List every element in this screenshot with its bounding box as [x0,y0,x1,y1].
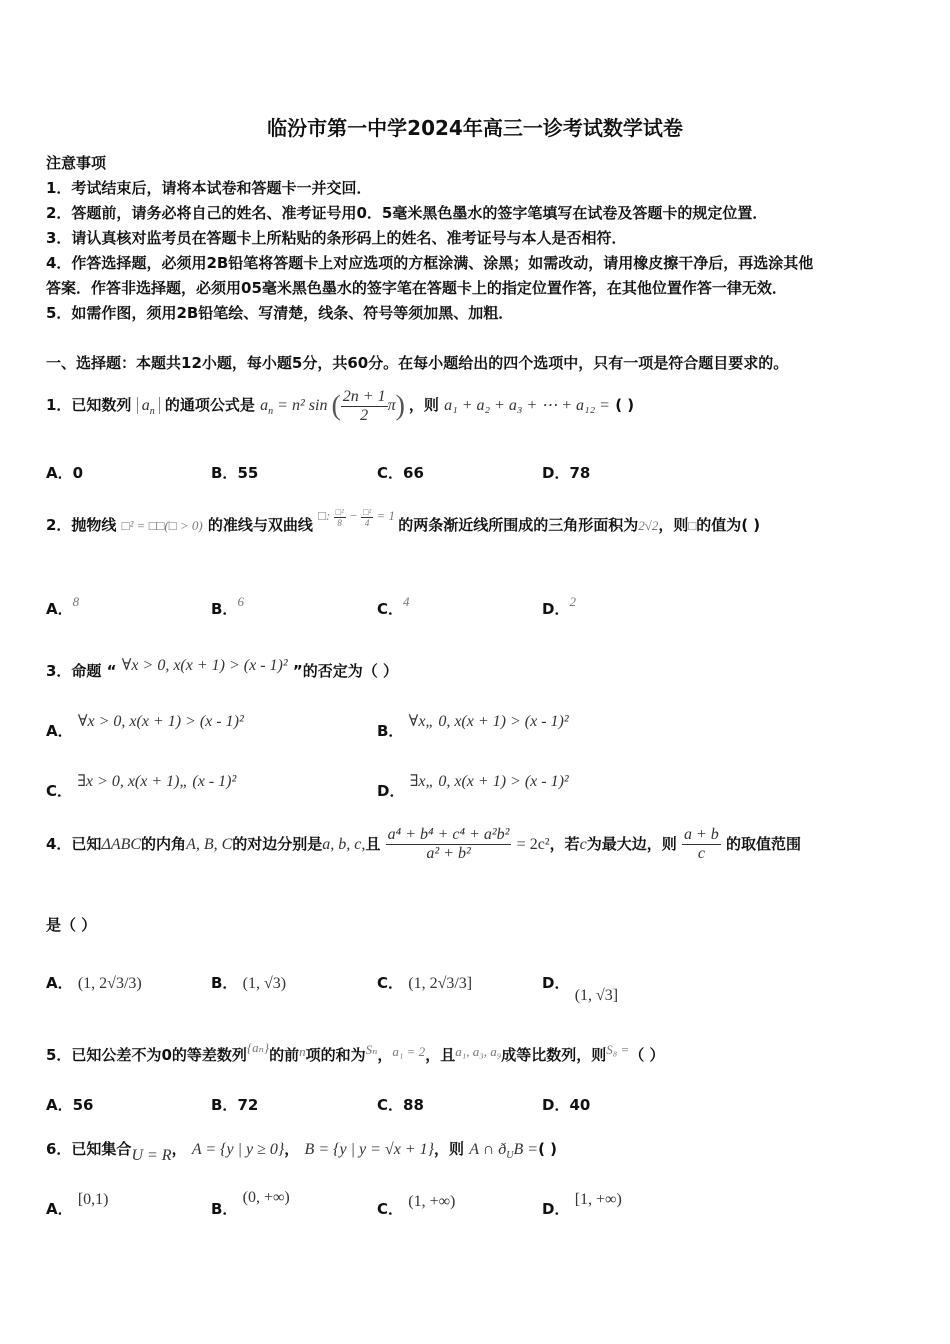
q5-terms: a₁, a₃, a₉ [455,1044,502,1059]
q1-option-a[interactable]: A．0 [46,464,84,482]
q2-option-d[interactable]: D．2 [542,594,576,618]
notice-item: 2．答题前，请务必将自己的姓名、准考证号用0．5毫米黑色墨水的签字笔填写在试卷及答题卡的规定位置． [46,204,768,222]
notice-item: 4．作答选择题，必须用2B铅笔将答题卡上对应选项的方框涂满、涂黑；如需改动，请用橡皮擦干净后，再选涂其他 [46,254,814,272]
question-5: 5．已知公差不为0的等差数列{aₙ}的前n项的和为Sₙ，a₁ = 2，且a₁, a₃, a₉成等比数列，则S₈ =（ ） [46,1040,665,1064]
q6-option-d[interactable]: D． [1, +∞) [542,1191,622,1218]
q2-tail2: ，则 [658,516,689,534]
q5-option-d[interactable]: D．40 [542,1096,591,1114]
q1-formula: $a_n = n^2$ sin ( $\frac{2n + 1}{2}$ π) [260,388,405,424]
q1-then: ，则 [408,396,439,415]
q4-number: 4．已知 [46,835,102,853]
notice-item: 答案．作答非选择题，必须用05毫米黑色墨水的签字笔在答题卡上的指定位置作答，在其他位置作答一律无效． [46,279,787,297]
q5-sequence: {aₙ} [246,1040,270,1055]
notice-item: 5．如需作图，须用2B铅笔绘、写清楚，线条、符号等须加黑、加粗． [46,304,514,322]
q5-s8: S₈ = [606,1042,630,1057]
q3-option-c[interactable]: C． ∃x > 0, x(x + 1)„ (x - 1)² [46,773,237,800]
q5-option-b[interactable]: B．72 [211,1096,259,1114]
q2-tail3: 的值为( ) [696,516,761,534]
q5-a1: a₁ = 2 [392,1044,426,1059]
q2-option-c[interactable]: C．4 [377,594,410,618]
q3-tail: 的否定为（ ） [302,662,398,680]
q4-option-a[interactable]: A． (1, 2√3/3) [46,974,142,992]
q6-option-a[interactable]: A． [0,1) [46,1191,109,1218]
q1-option-c[interactable]: C．66 [377,464,424,482]
q4-angles: A, B, C [186,836,233,853]
question-1 [46,388,634,425]
q5-number: 5．已知公差不为0的等差数列 [46,1046,247,1064]
q2-option-b[interactable]: B．6 [211,594,244,618]
q1-option-d[interactable]: D．78 [542,464,591,482]
question-2 [46,506,761,538]
q2-area: 2√2 [638,518,659,533]
q4-ratio: $\frac{a + b}{c}$ [683,826,719,862]
q6-option-c[interactable]: C． (1, +∞) [377,1193,456,1218]
q4-sides: a, b, c, [322,836,366,853]
q6-set-b: B = {y | y = √x + 1} [304,1141,434,1158]
q6-expression: A ∩ $ð_UB$ = [469,1141,539,1162]
q1-sequence: $a_n$ [137,397,160,414]
q2-option-a[interactable]: A．8 [46,594,80,618]
q3-option-b[interactable]: B． ∀x„ 0, x(x + 1) > (x - 1)² [377,713,569,740]
q2-text: 的准线与双曲线 [207,516,313,534]
q5-option-a[interactable]: A．56 [46,1096,94,1114]
q4-option-c[interactable]: C． (1, 2√3/3] [377,974,473,992]
q5-option-c[interactable]: C．88 [377,1096,424,1114]
page-title: 临汾市第一中学2024年高三一诊考试数学试卷 [267,116,683,140]
q6-set-a: A = {y | y ≥ 0} [191,1141,285,1158]
q1-option-b[interactable]: B．55 [211,464,259,482]
notice-item: 3．请认真核对监考员在答题卡上所粘贴的条形码上的姓名、准考证号与本人是否相符． [46,229,627,247]
q4-option-d[interactable]: D． (1, √3] [542,974,619,1004]
q2-number: 2．抛物线 [46,516,117,534]
q4-triangle: ΔABC [101,836,142,853]
q1-paren: ( ) [615,396,635,415]
notice-heading: 注意事项 [46,154,107,172]
q2-var: □ [688,518,697,533]
q1-text: 的通项公式是 [164,396,255,415]
q4-option-b[interactable]: B． (1, √3) [211,974,287,992]
question-6: 6．已知集合U = R， A = {y | y ≥ 0}， B = {y | y = √x + 1}，则 A ∩ $ð_UB$ =( ) [46,1140,558,1164]
q4-rhs: = 2c² [516,836,550,853]
q3-option-a[interactable]: A． ∀x > 0, x(x + 1) > (x - 1)² [46,713,244,740]
q2-parabola: □² = □□(□ > 0) [121,518,203,533]
q3-number: 3．命题 [46,662,102,680]
q3-proposition: ∀x > 0, x(x + 1) > (x - 1)² [121,657,288,674]
q4-tail: 的取值范围 [726,835,802,853]
q1-number: 1．已知数列 [46,396,132,415]
question-4: 4．已知ΔABC的内角A, B, C的对边分别是a, b, c,且 $\frac{\text{a⁴ + b⁴ + c⁴ + a²b²}}{\text{a² + b²}}$ = 2c²，若c为最大边，则 $\frac{a + b}{c}$ 的取值范围 [46,826,802,862]
q3-option-d[interactable]: D． ∃x„ 0, x(x + 1) > (x - 1)² [377,773,569,800]
q5-sn: Sₙ [365,1042,378,1057]
q4-line2: 是（ ） [46,916,97,934]
notice-item: 1．考试结束后，请将本试卷和答题卡一并交回． [46,179,372,197]
q6-option-b[interactable]: B． (0, +∞) [211,1189,290,1218]
question-3: 3．命题 “ ∀x > 0, x(x + 1) > (x - 1)² ”的否定为（ ） [46,657,398,680]
q1-sum: a₁ + a₂ + a₃ + ⋯ + a₁₂ = [444,397,610,415]
q6-number: 6．已知集合 [46,1140,132,1158]
section-heading: 一、选择题：本题共12小题，每小题5分，共60分。在每小题给出的四个选项中，只有一项是符合题目要求的。 [46,354,789,372]
q4-fraction: $\frac{\text{a⁴ + b⁴ + c⁴ + a²b²}}{\text{a² + b²}}$ [387,826,510,862]
q2-hyperbola: □: $\frac{\text{□²}}{8}$ − $\frac{\text{□²}}{4}$ = 1 [318,506,395,528]
q6-universal: U = R [131,1147,172,1164]
q2-tail: 的两条渐近线所围成的三角形面积为 [398,516,639,534]
